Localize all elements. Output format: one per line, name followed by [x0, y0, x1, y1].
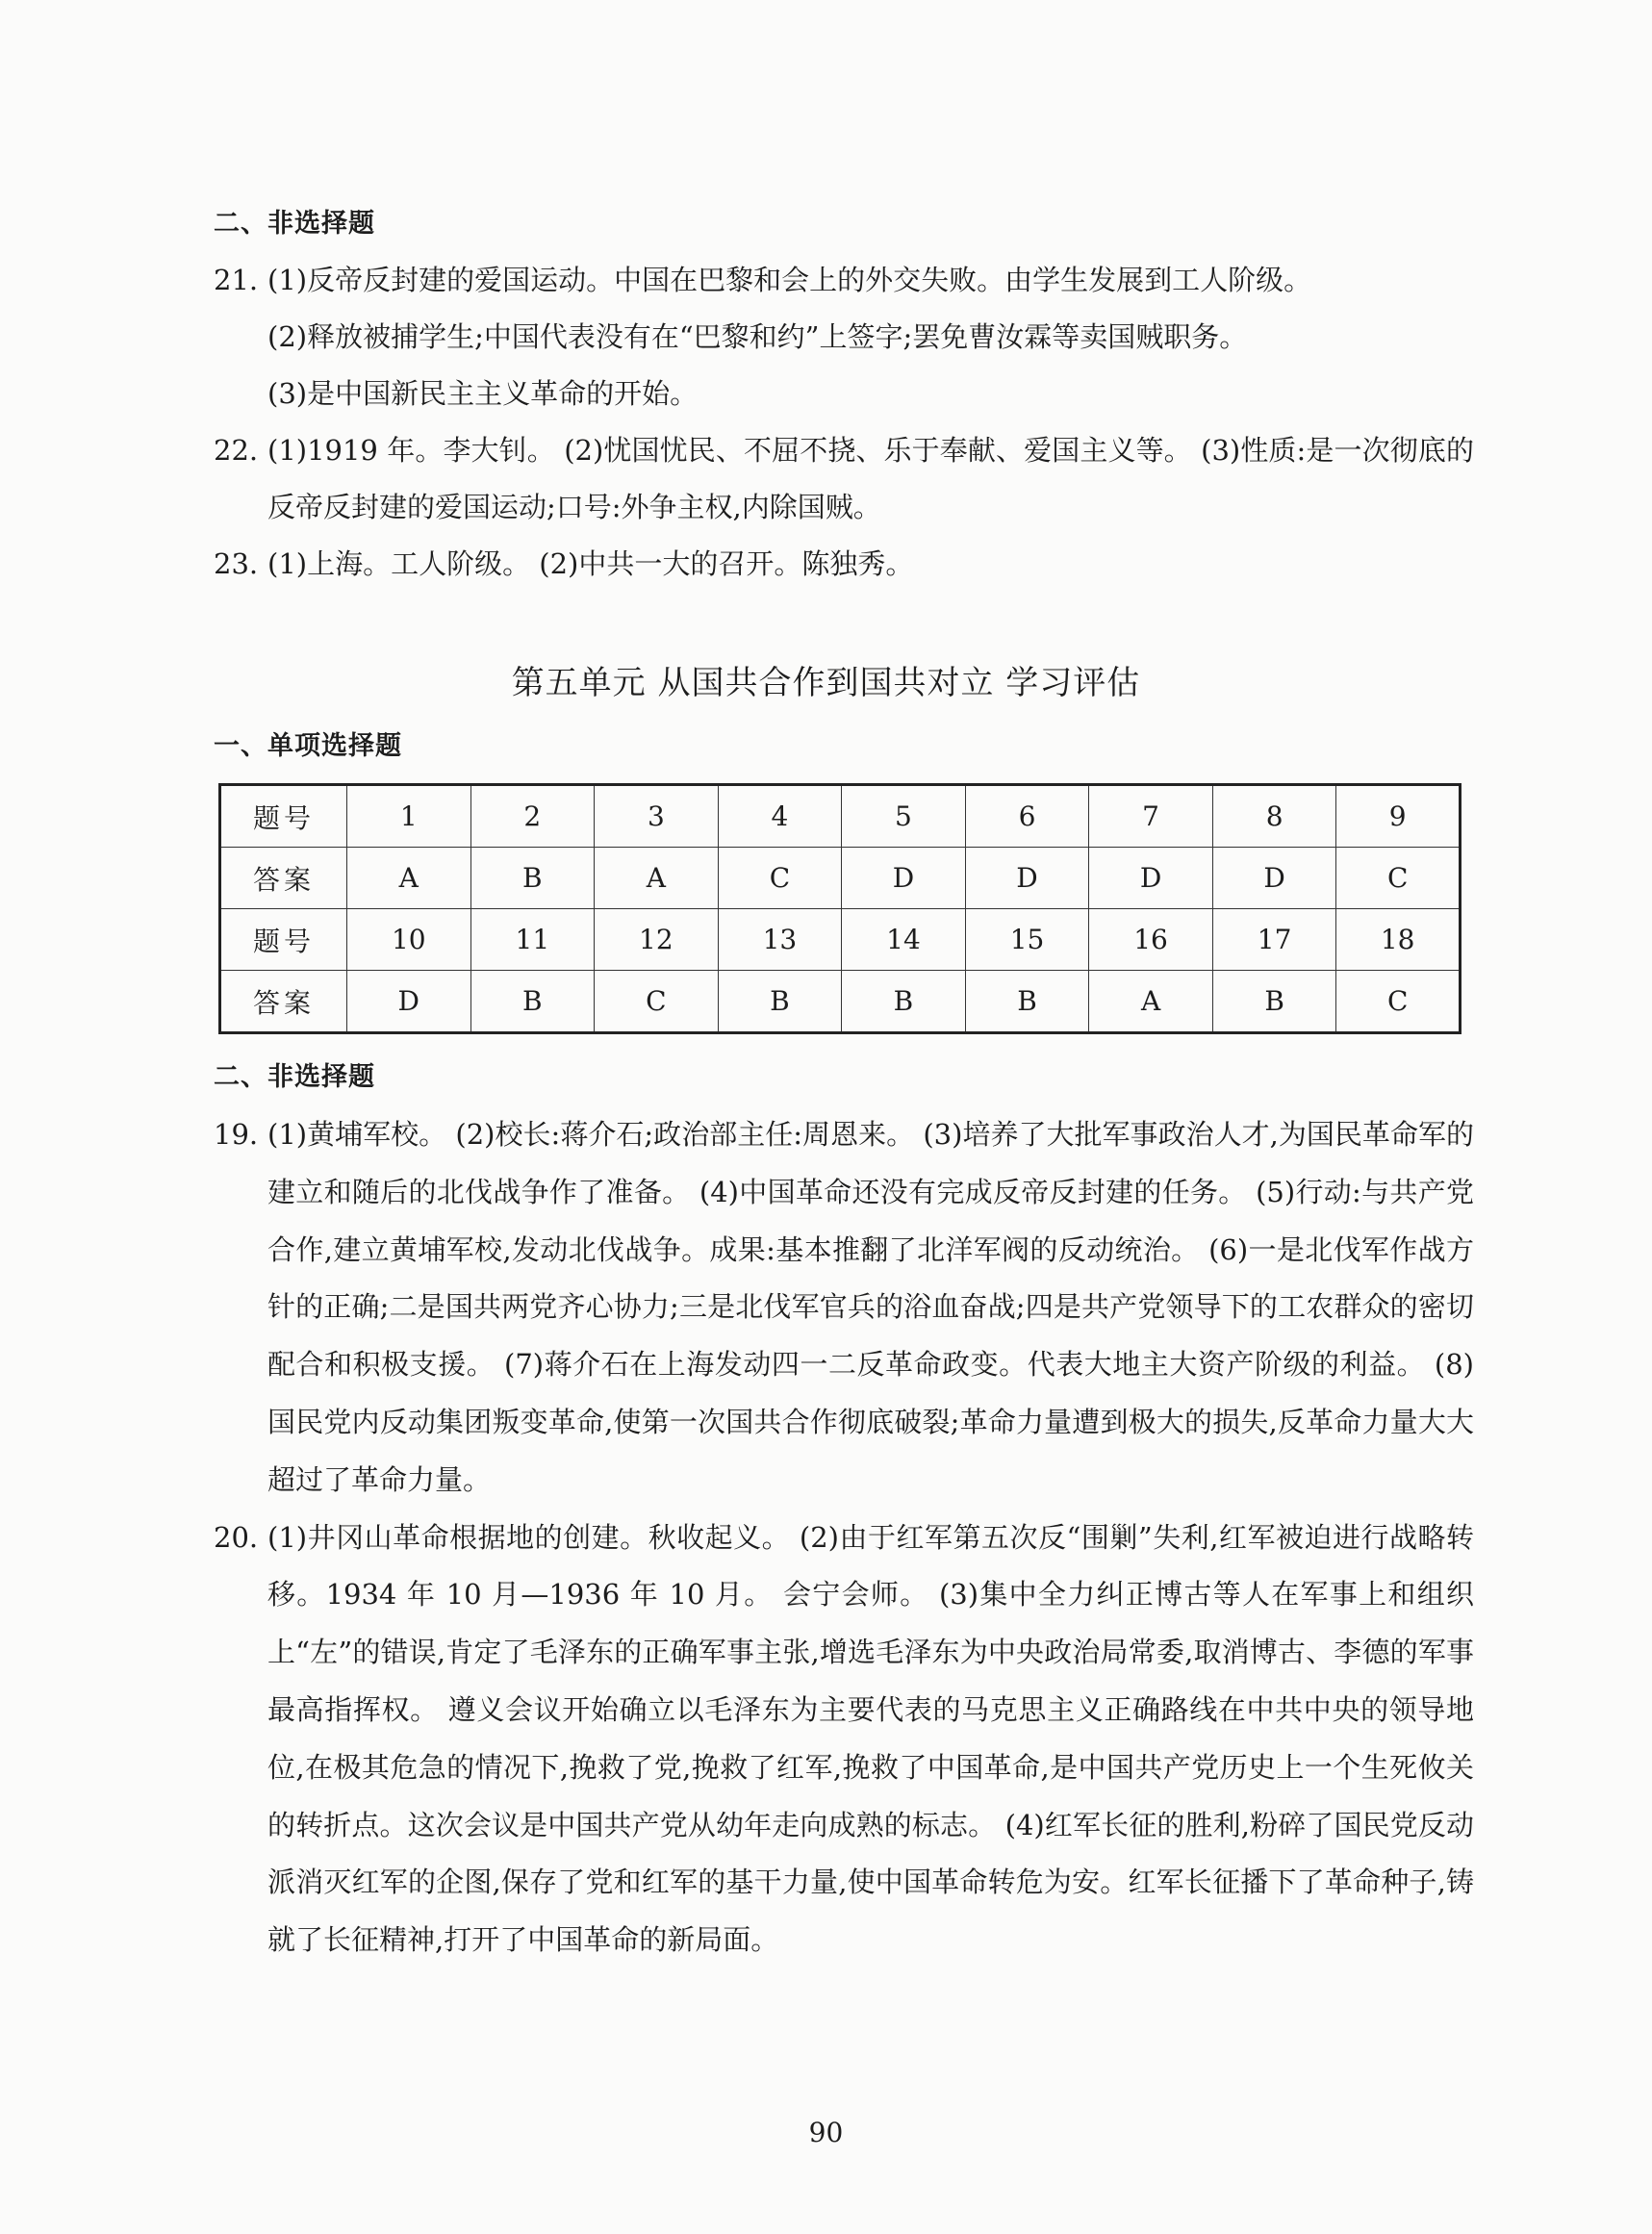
question-number: 9: [1336, 785, 1461, 848]
question-number: 15: [965, 909, 1089, 971]
answers-unit5-nonchoice: [214, 1106, 1474, 1969]
answer-item-22: [214, 422, 1474, 536]
answer-text: (1)井冈山革命根据地的创建。秋收起义。 (2)由于红军第五次反“围剿”失利,红军被迫进行战略转移。1934 年 10 月—1936 年 10 月。 会宁会师。 (3)集中全力纠正博古等人在军事上和组织上“左”的错误,肯定了毛泽东的正确军事主张,增选毛泽东为中央政治局常委,取消博古、李德的军事最高指挥权。 遵义会议开始确立以毛泽东为主要代表的马克思主义正确路线在中共中央的领导地位,在极其危急的情况下,挽救了党,挽救了红军,挽救了中国革命,是中国共产党历史上一个生死攸关的转折点。这次会议是中国共产党从幼年走向成熟的标志。 (4)红军长征的胜利,粉碎了国民党反动派消灭红军的企图,保存了党和红军的基干力量,使中国革命转危为安。红军长征播下了革命种子,铸就了长征精神,打开了中国革命的新局面。: [267, 1520, 1474, 1957]
answer-cell: A: [347, 848, 471, 909]
answer-cell: D: [1212, 848, 1336, 909]
question-number: 11: [470, 909, 595, 971]
answer-cell: D: [965, 848, 1089, 909]
item-number: 20.: [214, 1520, 259, 1554]
answer-key-table: [218, 783, 1461, 1034]
question-number: 14: [842, 909, 966, 971]
question-number: 6: [965, 785, 1089, 848]
answer-cell: B: [1212, 971, 1336, 1033]
row-label: 题号: [220, 785, 347, 848]
table-row-answers-2: [220, 971, 1461, 1033]
answer-cell: C: [1336, 848, 1461, 909]
table-row-answers-1: [220, 848, 1461, 909]
item-number: 22.: [214, 434, 259, 467]
answer-item-19: [214, 1106, 1474, 1510]
section-heading-nonchoice-2: 二、非选择题: [214, 1062, 375, 1092]
row-label: 题号: [220, 909, 347, 971]
answer-item-20: [214, 1510, 1474, 1969]
item-number: 21.: [214, 264, 259, 296]
answer-cell: B: [470, 971, 595, 1033]
question-number: 16: [1089, 909, 1213, 971]
page-number: 90: [808, 2117, 844, 2148]
answer-cell: B: [470, 848, 595, 909]
answer-line: (2)释放被捕学生;中国代表没有在“巴黎和约”上签字;罢免曹汝霖等卖国贼职务。: [267, 320, 1248, 353]
answer-cell: C: [595, 971, 719, 1033]
table-row-numbers-1: [220, 785, 1461, 848]
answer-text: (1)黄埔军校。 (2)校长:蒋介石;政治部主任:周恩来。 (3)培养了大批军事政治人才,为国民革命军的建立和随后的北伐战争作了准备。 (4)中国革命还没有完成反帝反封建的任务。 (5)行动:与共产党合作,建立黄埔军校,发动北伐战争。成果:基本推翻了北洋军阀的反动统治。 (6)一是北伐军作战方针的正确;二是国共两党齐心协力;三是北伐军官兵的浴血奋战;四是共产党领导下的工农群众的密切配合和积极支援。 (7)蒋介石在上海发动四一二反革命政变。代表大地主大资产阶级的利益。 (8)国民党内反动集团叛变革命,使第一次国共合作彻底破裂;革命力量遭到极大的损失,反革命力量大大超过了革命力量。: [267, 1118, 1474, 1496]
question-number: 1: [347, 785, 471, 848]
row-label: 答案: [220, 848, 347, 909]
question-number: 12: [595, 909, 719, 971]
answer-line: (3)是中国新民主主义革命的开始。: [267, 377, 699, 410]
answer-cell: B: [718, 971, 842, 1033]
item-number: 23.: [214, 547, 259, 580]
question-number: 2: [470, 785, 595, 848]
answer-cell: B: [842, 971, 966, 1033]
answer-cell: C: [718, 848, 842, 909]
table-row-numbers-2: [220, 909, 1461, 971]
answer-cell: D: [842, 848, 966, 909]
answer-cell: B: [965, 971, 1089, 1033]
section-heading-single-choice: 一、单项选择题: [214, 731, 402, 761]
unit-title: 第五单元 从国共合作到国共对立 学习评估: [511, 664, 1141, 702]
question-number: 18: [1336, 909, 1461, 971]
answer-cell: A: [1089, 971, 1213, 1033]
question-number: 8: [1212, 785, 1336, 848]
question-number: 7: [1089, 785, 1213, 848]
answers-unit4-nonchoice: [214, 252, 1474, 593]
answer-line: (1)上海。工人阶级。 (2)中共一大的召开。陈独秀。: [267, 547, 914, 580]
question-number: 10: [347, 909, 471, 971]
answer-cell: A: [595, 848, 719, 909]
item-number: 19.: [214, 1118, 259, 1151]
answer-cell: D: [1089, 848, 1213, 909]
answer-line: (1)反帝反封建的爱国运动。中国在巴黎和会上的外交失败。由学生发展到工人阶级。: [267, 264, 1312, 296]
section-heading-nonchoice-1: 二、非选择题: [214, 209, 375, 239]
answer-cell: C: [1336, 971, 1461, 1033]
answer-cell: D: [347, 971, 471, 1033]
question-number: 5: [842, 785, 966, 848]
answer-line: (1)1919 年。李大钊。 (2)忧国忧民、不屈不挠、乐于奉献、爱国主义等。 (3)性质:是一次彻底的反帝反封建的爱国运动;口号:外争主权,内除国贼。: [267, 434, 1474, 523]
question-number: 17: [1212, 909, 1336, 971]
question-number: 13: [718, 909, 842, 971]
answer-item-21: [214, 252, 1474, 422]
answer-item-23: [214, 536, 1474, 593]
question-number: 3: [595, 785, 719, 848]
question-number: 4: [718, 785, 842, 848]
row-label: 答案: [220, 971, 347, 1033]
